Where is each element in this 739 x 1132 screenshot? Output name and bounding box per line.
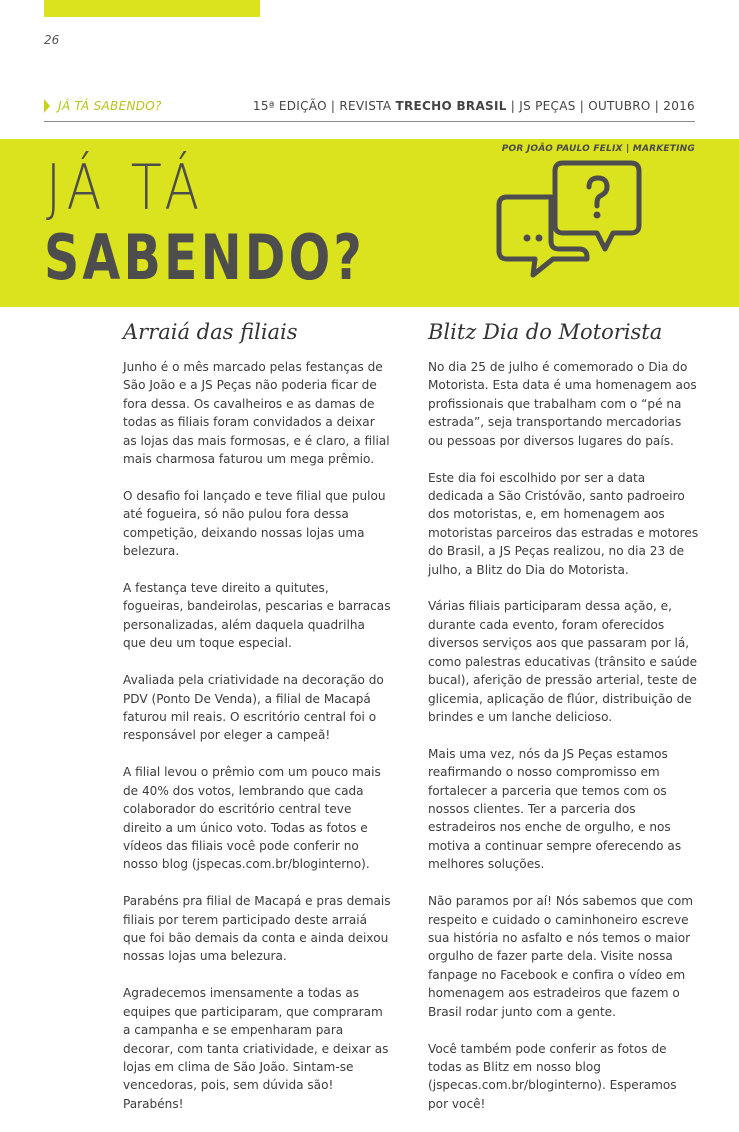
article-paragraph: A festança teve direito a quitutes, fogueiras, bandeirolas, pescarias e barracas personalizadas, além daquela quadrilha que deu um toque especial. xyxy=(123,581,391,651)
title-line-1: JÁ TÁ xyxy=(46,151,206,224)
article-paragraph: Junho é o mês marcado pelas festanças de São João e a JS Peças não poderia ficar de fora dessa. Os cavalheiros e as damas de todas as filiais foram convidados a deixar as lojas das mais formosas, e é claro, a filial mais charmosa faturou um mega prêmio. xyxy=(123,360,390,467)
article-paragraph: Parabéns pra filial de Macapá e pras demais filiais por terem participado deste arraiá que foi bão demais da conta e ainda deixou nossas lojas uma belezura. xyxy=(123,894,391,964)
article-paragraph: Este dia foi escolhido por ser a data dedicada a São Cristóvão, santo padroeiro dos motoristas, e, em homenagem aos motoristas parceiros das estradas e motores do Brasil, a JS Peças realizou, no dia 23 de julho, a Blitz do Dia do Motorista. xyxy=(428,470,699,577)
article-arraia xyxy=(123,320,391,1132)
title-banner xyxy=(0,139,739,307)
chevron-right-icon xyxy=(44,99,50,113)
edition-info xyxy=(253,99,695,113)
article-paragraph: A filial levou o prêmio com um pouco mais de 40% dos votos, lembrando que cada colaborador do escritório central teve direito a um único voto. Todas as fotos e vídeos das filiais você pode conferir no nosso blog (jspecas.com.br/bloginterno). xyxy=(123,765,381,872)
article-heading: Blitz Dia do Motorista xyxy=(428,320,663,344)
edition-brand: TRECHO BRASIL xyxy=(395,99,507,113)
title-line-2: SABENDO? xyxy=(44,221,365,294)
article-paragraph: Agradecemos imensamente a todas as equipes que participaram, que compraram a campanha e se empenharam para decorar, com tanta criatividade, e deixar as lojas em clima de São João. Sintam-se vencedoras, pois, sem dúvida são! Parabéns! xyxy=(123,986,389,1111)
article-paragraph: O desafio foi lançado e teve filial que pulou até fogueira, só não pulou fora dessa competição, deixando nossas lojas uma belezura. xyxy=(123,488,386,559)
top-accent-bar xyxy=(44,0,260,17)
byline: POR JOÃO PAULO FELIX | MARKETING xyxy=(501,144,695,154)
article-paragraph: Você também pode conferir as fotos de todas as Blitz em nosso blog (jspecas.com.br/bloginterno). Esperamos por você! xyxy=(428,1041,677,1111)
article-paragraph: Mais uma vez, nós da JS Peças estamos reafirmando o nosso compromisso em fortalecer a parceria que temos com os nossos clientes. Ter a parceria dos estradeiros nos enche de orgulho, e nos motiva a continuar sempre oferecendo as melhores soluções. xyxy=(428,746,682,872)
article-paragraph: Não paramos por aí! Nós sabemos que com respeito e cuidado o caminhoneiro escreve sua história no asfalto e nós temos o maior orgulho de fazer parte dela. Visite nossa fanpage no Facebook e confira o vídeo em homenagem aos estradeiros que fazem o Brasil rodar junto com a gente. xyxy=(428,894,694,1019)
article-paragraph: Várias filiais participaram dessa ação, e, durante cada evento, foram oferecidos diversos serviços aos que passaram por lá, como palestras educativas (trânsito e saúde bucal), aferição de pressão arterial, teste de glicemia, aplicação de flúor, distribuição de brindes e um lanche delicioso. xyxy=(428,599,698,724)
section-tag-label: JÁ TÁ SABENDO? xyxy=(58,99,162,113)
article-heading: Arraiá das filiais xyxy=(123,320,298,344)
chat-bubbles-question-icon xyxy=(493,157,643,282)
section-tag xyxy=(44,99,162,113)
page-number: 26 xyxy=(44,33,60,47)
article-paragraph: Avaliada pela criatividade na decoração do PDV (Ponto De Venda), a filial de Macapá faturou mil reais. O escritório central foi o responsável por eleger a campeã! xyxy=(123,673,384,743)
edition-prefix: 15ª EDIÇÃO | REVISTA xyxy=(252,99,396,113)
header-divider xyxy=(44,121,695,122)
article-paragraph: No dia 25 de julho é comemorado o Dia do Motorista. Esta data é uma homenagem aos profissionais que trabalham com o “pé na estrada”, seja transportando mercadorias ou pessoas por diversos lugares do país. xyxy=(428,360,697,448)
edition-suffix: | JS PEÇAS | OUTUBRO | 2016 xyxy=(506,99,695,113)
article-blitz xyxy=(428,320,700,1132)
